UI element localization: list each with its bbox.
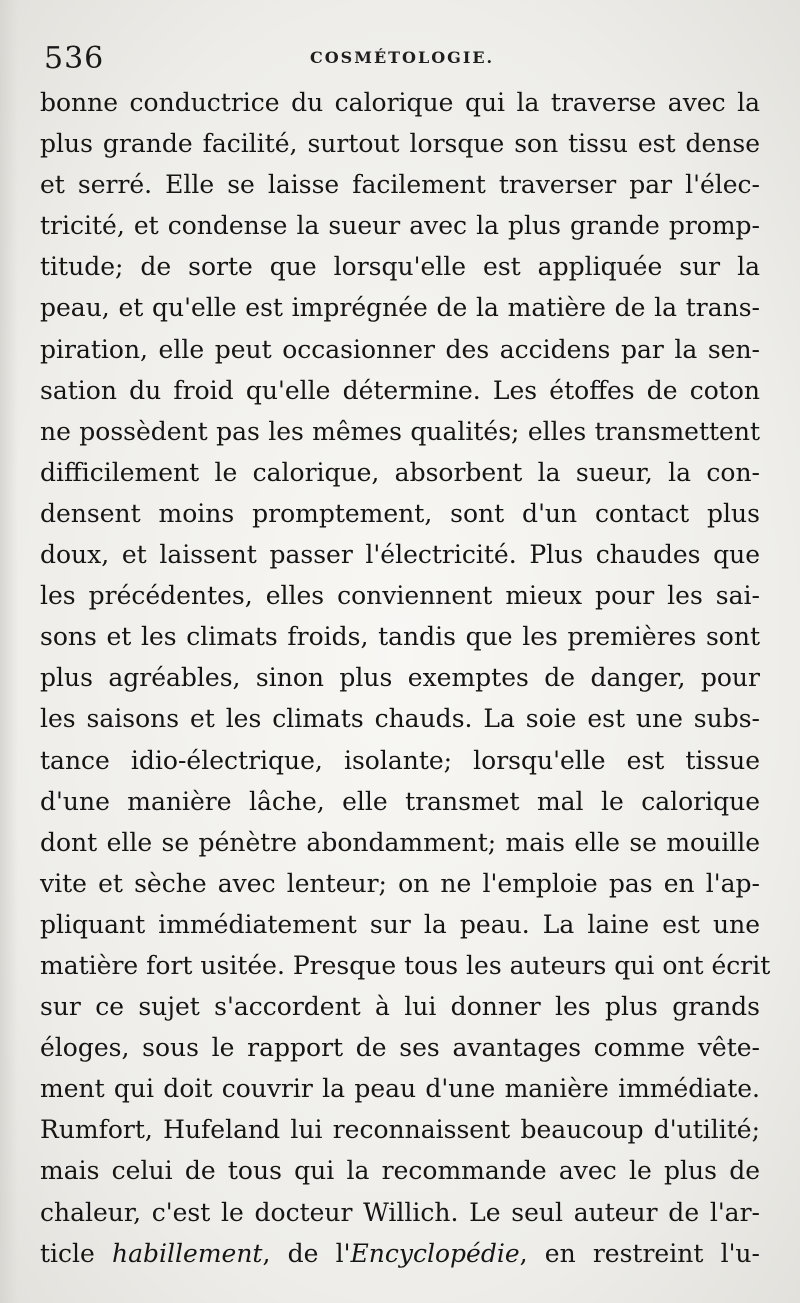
text-line: piration, elle peut occasionner des accidens par la sen- xyxy=(40,334,760,364)
text-line: et serré. Elle se laisse facilement traverser par l'élec- xyxy=(40,170,760,200)
text-line-last xyxy=(40,1233,760,1274)
text-line: plus agréables, sinon plus exemptes de danger, pour xyxy=(40,663,760,693)
text-line: sur ce sujet s'accordent à lui donner les plus grands xyxy=(40,992,760,1022)
text-line: tance idio-électrique, isolante; lorsqu'elle est tissue xyxy=(40,745,760,775)
body-text xyxy=(40,82,771,1274)
page-number: 536 xyxy=(44,41,105,76)
text-segment: , en restreint l'u- xyxy=(519,1238,760,1268)
text-line: densent moins promptement, sont d'un contact plus xyxy=(40,498,760,528)
text-line: vite et sèche avec lenteur; on ne l'emploie pas en l'ap- xyxy=(40,868,760,898)
text-line: les précédentes, elles conviennent mieux pour les sai- xyxy=(40,581,760,611)
text-line: tricité, et condense la sueur avec la plus grande promp- xyxy=(40,211,760,241)
text-line: chaleur, c'est le docteur Willich. Le seul auteur de l'ar- xyxy=(40,1197,760,1227)
italic-term-habillement: habillement xyxy=(112,1238,263,1268)
text-line: les saisons et les climats chauds. La soie est une subs- xyxy=(40,704,760,734)
italic-term-encyclopedie: Encyclopédie xyxy=(350,1238,520,1268)
text-line: mais celui de tous qui la recommande avec le plus de xyxy=(40,1156,760,1186)
text-segment: , de l' xyxy=(262,1238,351,1268)
page-header xyxy=(40,34,760,82)
text-line: dont elle se pénètre abondamment; mais elle se mouille xyxy=(40,827,760,857)
text-line: difficilement le calorique, absorbent la sueur, la con- xyxy=(40,457,760,487)
running-head: COSMÉTOLOGIE. xyxy=(310,48,495,67)
text-line: matière fort usitée. Presque tous les auteurs qui ont écrit xyxy=(40,950,771,980)
text-line: sons et les climats froids, tandis que les premières sont xyxy=(40,622,760,652)
text-line: éloges, sous le rapport de ses avantages comme vête- xyxy=(40,1033,760,1063)
text-line: ne possèdent pas les mêmes qualités; elles transmettent xyxy=(40,416,760,446)
text-line: peau, et qu'elle est imprégnée de la matière de la trans- xyxy=(40,293,760,323)
page-gutter-shadow xyxy=(0,0,18,1303)
text-line: bonne conductrice du calorique qui la traverse avec la xyxy=(40,88,760,117)
text-line: plus grande facilité, surtout lorsque son tissu est dense xyxy=(40,129,760,159)
text-line: sation du froid qu'elle détermine. Les étoffes de coton xyxy=(40,375,760,405)
text-line: Rumfort, Hufeland lui reconnaissent beaucoup d'utilité; xyxy=(40,1115,760,1145)
text-line: titude; de sorte que lorsqu'elle est appliquée sur la xyxy=(40,252,760,282)
text-segment: ticle xyxy=(40,1238,113,1268)
text-line: d'une manière lâche, elle transmet mal le calorique xyxy=(40,786,760,816)
text-line: doux, et laissent passer l'électricité. Plus chaudes que xyxy=(40,540,760,570)
text-line: pliquant immédiatement sur la peau. La laine est une xyxy=(40,909,760,939)
text-line: ment qui doit couvrir la peau d'une manière immédiate. xyxy=(40,1074,760,1104)
